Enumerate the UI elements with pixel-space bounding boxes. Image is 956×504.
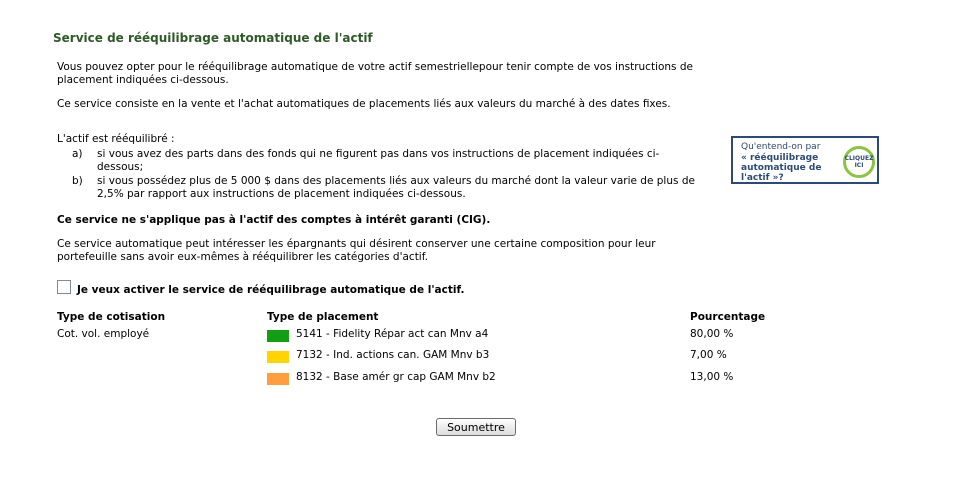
column-header-percentage: Pourcentage <box>690 311 766 323</box>
placement-percentage: 80,00 % <box>690 328 734 340</box>
placement-percentage: 7,00 % <box>690 349 727 361</box>
intro-paragraph: Vous pouvez opter pour le rééquilibrage automatique de votre actif semestriellepour tenir compte de vos instructions de placement indiquées ci-dessous. <box>57 61 693 86</box>
rebalancing-help-link[interactable] <box>731 136 879 184</box>
placement-color-swatch <box>267 351 289 363</box>
placement-color-swatch <box>267 330 289 342</box>
placement-name: 8132 - Base amér gr cap GAM Mnv b2 <box>296 371 496 383</box>
cig-exclusion-note: Ce service ne s'applique pas à l'actif des comptes à intérêt garanti (CIG). <box>57 214 491 226</box>
help-question-line: Qu'entend-on par <box>741 142 821 152</box>
column-header-contribution-type: Type de cotisation <box>57 311 166 323</box>
column-header-placement-type: Type de placement <box>267 311 379 323</box>
list-item <box>57 175 707 200</box>
list-item <box>57 148 707 173</box>
activate-rebalancing-label[interactable]: Je veux activer le service de rééquilibrage automatique de l'actif. <box>77 284 465 296</box>
placement-percentage: 13,00 % <box>690 371 734 383</box>
page-title: Service de rééquilibrage automatique de l'actif <box>53 31 373 45</box>
service-description: Ce service consiste en la vente et l'achat automatiques de placements liés aux valeurs du marché à des dates fixes. <box>57 98 671 110</box>
contribution-type-value: Cot. vol. employé <box>57 328 150 340</box>
service-audience-note: Ce service automatique peut intéresser les épargnants qui désirent conserver une certaine composition pour leur portefeuille sans avoir eux-mêmes à rééquilibrer les catégories d'actif. <box>57 238 656 263</box>
placement-color-swatch <box>267 373 289 385</box>
list-item-label: a) <box>72 148 83 160</box>
list-item-text: si vous avez des parts dans des fonds qui ne figurent pas dans vos instructions de placement indiquées ci-dessous; <box>97 148 660 173</box>
rebalance-conditions-list <box>57 148 707 202</box>
list-item-label: b) <box>72 175 83 187</box>
list-item-text: si vous possédez plus de 5 000 $ dans des placements liés aux valeurs du marché dont la valeur varie de plus de 2,5% par rapport aux instructions de placement indiquées ci-dessous. <box>97 175 695 200</box>
help-question-term: « rééquilibrage automatique de l'actif »? <box>741 153 822 183</box>
click-here-badge-icon: CLIQUEZ ICI <box>843 146 875 178</box>
placement-name: 5141 - Fidelity Répar act can Mnv a4 <box>296 328 489 340</box>
activate-rebalancing-checkbox[interactable] <box>57 280 71 294</box>
submit-button[interactable]: Soumettre <box>436 418 516 436</box>
rebalance-conditions-heading: L'actif est rééquilibré : <box>57 133 175 145</box>
placement-name: 7132 - Ind. actions can. GAM Mnv b3 <box>296 349 490 361</box>
